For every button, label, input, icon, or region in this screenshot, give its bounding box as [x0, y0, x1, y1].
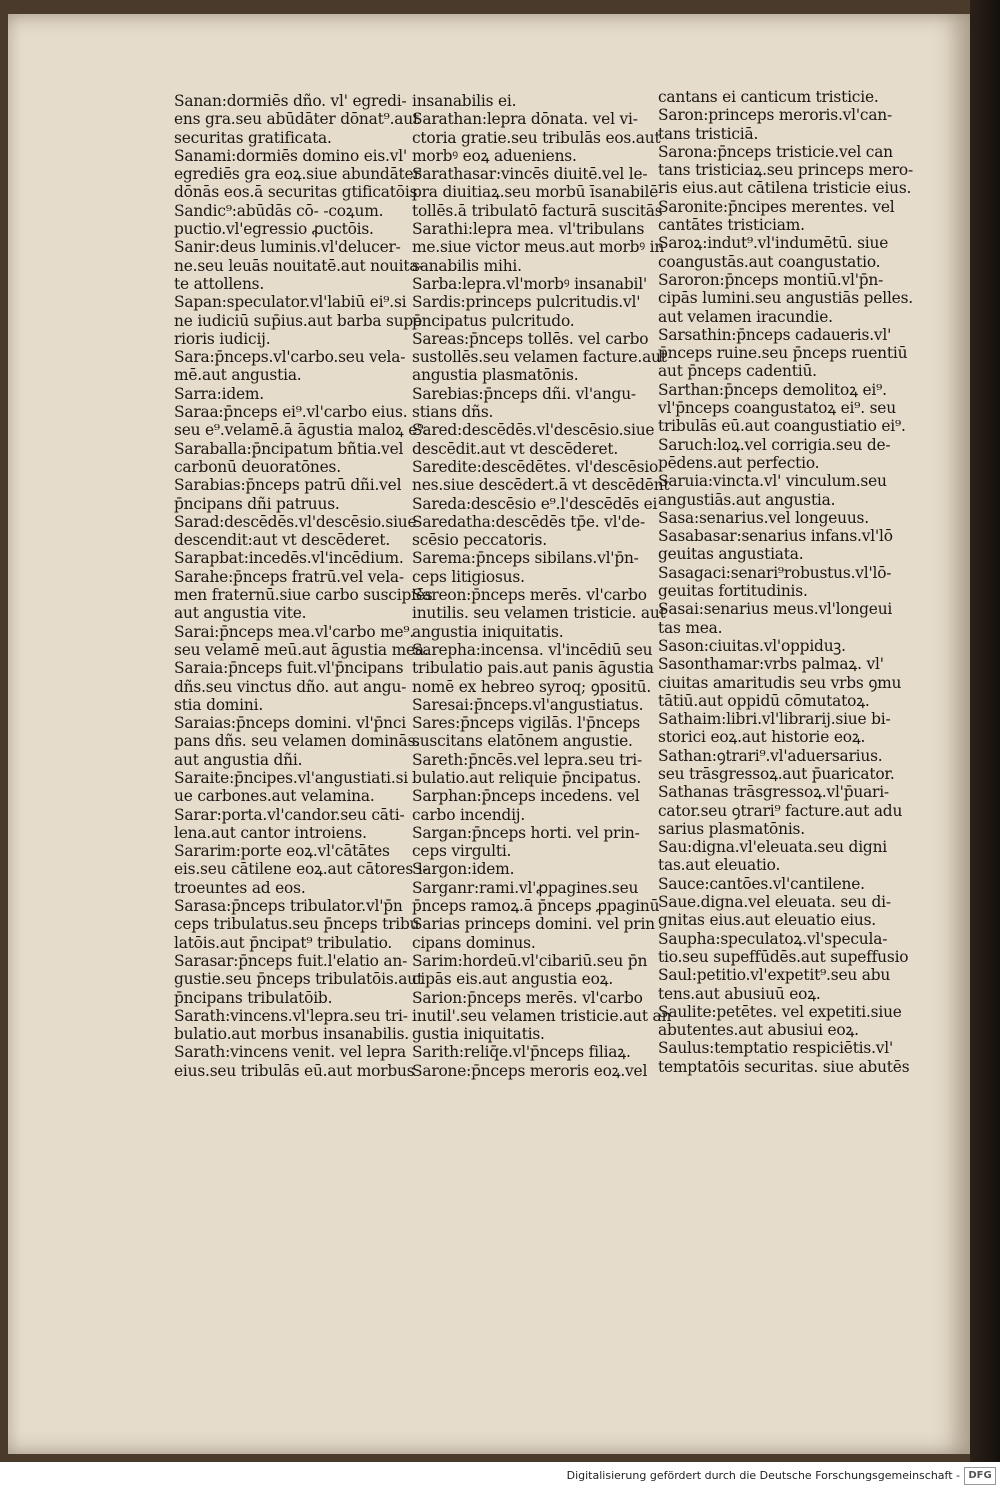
text-line: Saredite:descēdētes. vl'descēsio — [412, 457, 659, 476]
text-line: Sarar:porta.vl'candor.seu cāti- — [174, 805, 405, 824]
text-line: aut angustia dñi. — [174, 750, 303, 769]
text-line: tribulās eū.aut coangustiatio ei⁹. — [658, 417, 906, 436]
text-line: inutil'.seu velamen tristicie.aut an — [412, 1006, 672, 1025]
text-line: seu velamē meū.aut āgustia mea. — [174, 640, 429, 659]
text-line: Sarthan:p̄nceps demolitoꝝ ei⁹. — [658, 380, 887, 399]
text-line: dñs.seu vinctus dño. aut angu- — [174, 677, 407, 696]
text-line: Saruch:loꝝ.vel corrigia.seu de- — [658, 435, 891, 454]
text-line: Sarath:vincens venit. vel lepra — [174, 1043, 406, 1062]
scanned-page — [8, 14, 970, 1454]
text-line: Saron:princeps meroris.vl'can- — [658, 106, 893, 125]
text-line: bulatio.aut morbus insanabilis. — [174, 1025, 410, 1044]
text-line: Sareon:p̄nceps merēs. vl'carbo — [412, 586, 647, 605]
text-line: Sararim:porte eoꝝ.vl'cātātes — [174, 842, 390, 861]
text-line: insanabilis ei. — [412, 92, 517, 110]
text-line: Sarathi:lepra mea. vl'tribulans — [412, 220, 645, 239]
text-line: te attollens. — [174, 274, 265, 293]
text-line: Sarphan:p̄nceps incedens. vel — [412, 787, 640, 806]
text-line: Sarasar:p̄nceps fuit.l'elatio an- — [174, 951, 408, 970]
text-line: ris eius.aut cātilena tristicie eius. — [658, 179, 912, 198]
text-line: Sargan:p̄nceps horti. vel prin- — [412, 823, 640, 842]
text-line: Saul:petitio.vl'expetit⁹.seu abu — [658, 966, 891, 985]
text-line: Sauce:cantōes.vl'cantilene. — [658, 874, 865, 893]
text-line: Sanami:dormiēs domino eis.vl' — [174, 146, 407, 165]
text-line: Saredatha:descēdēs tp̄e. vl'de- — [412, 512, 645, 531]
text-line: me.siue victor meus.aut morbꝰ in — [412, 238, 665, 257]
text-line: pans dñs. seu velamen dominās. — [174, 732, 420, 751]
text-line: descēdit.aut vt descēderet. — [412, 439, 619, 458]
text-line: Sarias princeps domini. vel prin — [412, 915, 655, 934]
text-line: Sarathasar:vincēs diuitē.vel le- — [412, 165, 648, 184]
text-line: angustia iniquitatis. — [412, 622, 564, 641]
text-line: pra diuitiaꝝ.seu morbū īsanabilē — [412, 183, 659, 202]
text-line: storici eoꝝ.aut historie eoꝝ. — [658, 728, 866, 747]
text-line: tens.aut abusiuū eoꝝ. — [658, 984, 821, 1003]
text-line: inutilis. seu velamen tristicie. aut — [412, 604, 666, 623]
text-line: Sapan:speculator.vl'labiū ei⁹.si — [174, 293, 407, 312]
text-line: tans tristiciā. — [658, 124, 759, 143]
text-line: stia domini. — [174, 695, 264, 714]
text-line: ceps tribulatus.seu p̄nceps tribu — [174, 915, 420, 934]
text-line: Saroꝝ:indut⁹.vl'indumētū. siue — [658, 234, 889, 253]
text-line: angustia plasmatōnis. — [412, 366, 579, 385]
text-line: Saue.digna.vel eleuata. seu di- — [658, 893, 891, 912]
text-line: Saraias:p̄nceps domini. vl'p̄nci — [174, 714, 406, 733]
text-line: aut p̄nceps cadentiū. — [658, 362, 817, 381]
text-line: Sareda:descēsio e⁹.l'descēdēs ei — [412, 494, 658, 513]
text-line: bulatio.aut reliquie p̄ncipatus. — [412, 768, 642, 787]
text-line: puctio.vl'egressio ꝓuctōis. — [174, 220, 374, 239]
text-line: Saulus:temptatio respiciētis.vl' — [658, 1039, 894, 1058]
text-line: nomē ex hebreo syroq; ꝯpositū. — [412, 677, 652, 696]
text-line: stians dñs. — [412, 403, 494, 422]
text-line: tātiū.aut oppidū cōmutatoꝝ. — [658, 691, 870, 710]
text-line: cipās lumini.seu angustiās pelles. — [658, 289, 913, 308]
text-line: Sasonthamar:vrbs palmaꝝ. vl' — [658, 655, 884, 674]
text-line: Saresai:p̄nceps.vl'angustiatus. — [412, 695, 644, 714]
text-line: Sarona:p̄nceps tristicie.vel can — [658, 142, 893, 161]
text-line: eius.seu tribulās eū.aut morbus — [174, 1061, 415, 1080]
text-line: tribulatio pais.aut panis āgustia — [412, 659, 654, 678]
text-line: Sanan:dormiēs dño. vl' egredi- — [174, 92, 407, 110]
text-line: tans tristiciaꝝ.seu princeps mero- — [658, 161, 913, 180]
text-line: Sathaim:libri.vl'librarij.siue bi- — [658, 710, 891, 729]
text-line: tas.aut eleuatio. — [658, 856, 781, 875]
text-line: Sareth:p̄ncēs.vel lepra.seu tri- — [412, 750, 642, 769]
text-line: seu e⁹.velamē.ā āgustia maloꝝ e⁹. — [174, 421, 428, 440]
text-column-middle — [412, 92, 672, 1080]
text-line: tio.seu supeffūdēs.aut supeffusio — [658, 947, 909, 966]
text-line: sustollēs.seu velamen facture.aut — [412, 348, 667, 367]
text-line: cipans dominus. — [412, 933, 536, 952]
text-line: p̄ncipans tribulatōib. — [174, 988, 333, 1007]
text-line: Sarim:hordeū.vl'cibariū.seu p̄n — [412, 951, 648, 970]
text-line: Sarba:lepra.vl'morbꝰ insanabil' — [412, 274, 648, 293]
text-line: Sarai:p̄nceps mea.vl'carbo me⁹. — [174, 622, 415, 641]
text-line: troeuntes ad eos. — [174, 878, 306, 897]
text-line: Sarsathin:p̄nceps cadaueris.vl' — [658, 325, 892, 344]
text-line: Sarganr:rami.vl'ꝓpagines.seu — [412, 878, 639, 897]
text-line: ne.seu leuās nouitatē.aut nouita- — [174, 256, 424, 275]
text-line: nes.siue descēdert.ā vt descēdēnt — [412, 476, 670, 495]
text-line: Saroron:p̄nceps montiū.vl'p̄n- — [658, 270, 884, 289]
text-line: Sandic⁹:abūdās cō- -coꝝum. — [174, 201, 384, 220]
text-line: Sasabasar:senarius infans.vl'lō — [658, 527, 893, 546]
text-line: Sareas:p̄nceps tollēs. vel carbo — [412, 329, 649, 348]
text-line: gustia iniquitatis. — [412, 1025, 545, 1044]
text-line: Sarema:p̄nceps sibilans.vl'p̄n- — [412, 549, 639, 568]
text-line: cantans ei canticum tristicie. — [658, 88, 879, 106]
text-line: Saraballa:p̄ncipatum bñtia.vel — [174, 439, 404, 458]
text-line: Sarathan:lepra dōnata. vel vi- — [412, 110, 638, 129]
book-spine — [970, 0, 1000, 1462]
text-line: cator.seu ꝯtrari⁹ facture.aut adu — [658, 801, 903, 820]
text-line: Sarad:descēdēs.vl'descēsio.siue — [174, 512, 417, 531]
text-line: geuitas fortitudinis. — [658, 582, 808, 601]
text-line: egrediēs gra eoꝝ.siue abundāter — [174, 165, 421, 184]
text-line: suscitans elatōnem angustie. — [412, 732, 633, 751]
text-line: Sarepha:incensa. vl'incēdiū seu — [412, 640, 653, 659]
text-line: sanabilis mihi. — [412, 256, 522, 275]
text-line: descendit:aut vt descēderet. — [174, 531, 391, 550]
text-line: Sarapbat:incedēs.vl'incēdium. — [174, 549, 404, 568]
text-line: angustiās.aut angustia. — [658, 490, 836, 509]
dfg-logo: DFG — [964, 1467, 996, 1485]
text-line: Sasa:senarius.vel longeuus. — [658, 508, 869, 527]
text-line: latōis.aut p̄ncipat⁹ tribulatio. — [174, 933, 393, 952]
text-line: Sared:descēdēs.vl'descēsio.siue — [412, 421, 655, 440]
text-line: p̄nceps ramoꝝ.ā p̄nceps ꝓpaginū — [412, 897, 660, 916]
text-line: Sarahe:p̄nceps fratrū.vel vela- — [174, 567, 404, 586]
text-line: p̄nceps ruine.seu p̄nceps ruentiū — [658, 344, 908, 363]
text-line: Sarasa:p̄nceps tribulator.vl'p̄n — [174, 897, 403, 916]
text-line: Sau:digna.vl'eleuata.seu digni — [658, 838, 888, 857]
text-line: mē.aut angustia. — [174, 366, 302, 385]
text-line: eis.seu cātilene eoꝝ.aut cātores i- — [174, 860, 428, 879]
text-line: Sathanas trāsgressoꝝ.vl'p̄uari- — [658, 783, 889, 802]
text-line: Sanir:deus luminis.vl'delucer- — [174, 238, 401, 257]
text-line: aut velamen iracundie. — [658, 307, 833, 326]
text-line: ctoria gratie.seu tribulās eos.aut — [412, 128, 661, 147]
text-line: ne iudiciū sup̄ius.aut barba supe — [174, 311, 422, 330]
text-line: securitas gratificata. — [174, 128, 332, 147]
text-line: morbꝰ eoꝝ adueniens. — [412, 146, 577, 165]
text-line: abutentes.aut abusiui eoꝝ. — [658, 1021, 859, 1040]
text-line: Saruia:vincta.vl' vinculum.seu — [658, 472, 887, 491]
text-line: Sathan:ꝯtrari⁹.vl'aduersarius. — [658, 746, 883, 765]
text-line: Sarone:p̄nceps meroris eoꝝ.vel — [412, 1061, 648, 1080]
text-line: Saupha:speculatoꝝ.vl'specula- — [658, 929, 888, 948]
text-line: rioris iudicij. — [174, 329, 271, 348]
text-line: carbonū deuoratōnes. — [174, 457, 341, 476]
text-line: Saraite:p̄ncipes.vl'angustiati.si — [174, 768, 409, 787]
text-line: Sarion:p̄nceps merēs. vl'carbo — [412, 988, 643, 1007]
text-column-left — [174, 92, 433, 1080]
text-line: Sares:p̄nceps vigilās. l'p̄nceps — [412, 714, 640, 733]
text-line: Sargon:idem. — [412, 860, 515, 879]
text-line: ceps virgulti. — [412, 842, 512, 861]
text-line: geuitas angustiata. — [658, 545, 804, 564]
text-line: carbo incendij. — [412, 805, 526, 824]
text-line: tollēs.ā tribulatō facturā suscitās — [412, 201, 663, 220]
text-line: Sarra:idem. — [174, 384, 264, 403]
text-line: gustie.seu p̄nceps tribulatōis.aut — [174, 970, 423, 989]
text-line: temptatōis securitas. siue abutēs — [658, 1057, 910, 1076]
text-column-right — [658, 88, 913, 1076]
text-line: pēdens.aut perfectio. — [658, 453, 820, 472]
text-line: Sardis:princeps pulcritudis.vl' — [412, 293, 641, 312]
text-line: p̄ncipatus pulcritudo. — [412, 311, 575, 330]
text-line: ue carbones.aut velamina. — [174, 787, 375, 806]
text-line: Sasagaci:senari⁹robustus.vl'lō- — [658, 563, 892, 582]
text-line: aut angustia vite. — [174, 604, 307, 623]
text-line: Sarath:vincens.vl'lepra.seu tri- — [174, 1006, 408, 1025]
text-line: sarius plasmatōnis. — [658, 819, 805, 838]
text-line: men fraternū.siue carbo suscipiēs — [174, 586, 433, 605]
funding-credit: Digitalisierung gefördert durch die Deutsche Forschungsgemeinschaft - — [566, 1469, 960, 1482]
text-line: Sason:ciuitas.vl'oppiduꝫ. — [658, 636, 846, 655]
text-line: Sarabias:p̄nceps patrū dñi.vel — [174, 476, 402, 495]
text-line: Sarith:reliq̄e.vl'p̄nceps filiaꝝ. — [412, 1043, 631, 1062]
text-line: Sasai:senarius meus.vl'longeui — [658, 600, 893, 619]
text-line: cipās eis.aut angustia eoꝝ. — [412, 970, 614, 989]
text-line: p̄ncipans dñi patruus. — [174, 494, 340, 513]
text-line: Sarebias:p̄nceps dñi. vl'angu- — [412, 384, 636, 403]
text-line: Saraia:p̄nceps fuit.vl'p̄ncipans — [174, 659, 404, 678]
text-line: tas mea. — [658, 618, 723, 637]
text-line: Saulite:petētes. vel expetiti.siue — [658, 1002, 902, 1021]
text-line: coangustās.aut coangustatio. — [658, 252, 881, 271]
text-line: ceps litigiosus. — [412, 567, 525, 586]
text-line: seu trāsgressoꝝ.aut p̄uaricator. — [658, 764, 895, 783]
text-line: dōnās eos.ā securitas gtificatōis — [174, 183, 418, 202]
text-line: vl'p̄nceps coangustatoꝝ ei⁹. seu — [658, 399, 896, 418]
text-line: cantātes tristiciam. — [658, 216, 805, 235]
text-line: lena.aut cantor introiens. — [174, 823, 367, 842]
text-line: ens gra.seu abūdāter dōnat⁹.aut — [174, 110, 419, 129]
text-line: gnitas eius.aut eleuatio eius. — [658, 911, 876, 930]
text-line: ciuitas amaritudis seu vrbs ꝯmu — [658, 673, 902, 692]
footer-bar — [0, 1462, 1000, 1490]
text-line: Sara:p̄nceps.vl'carbo.seu vela- — [174, 348, 406, 367]
text-line: scēsio peccatoris. — [412, 531, 547, 550]
text-line: Saraa:p̄nceps ei⁹.vl'carbo eius. — [174, 403, 408, 422]
text-line: Saronite:p̄ncipes merentes. vel — [658, 197, 895, 216]
